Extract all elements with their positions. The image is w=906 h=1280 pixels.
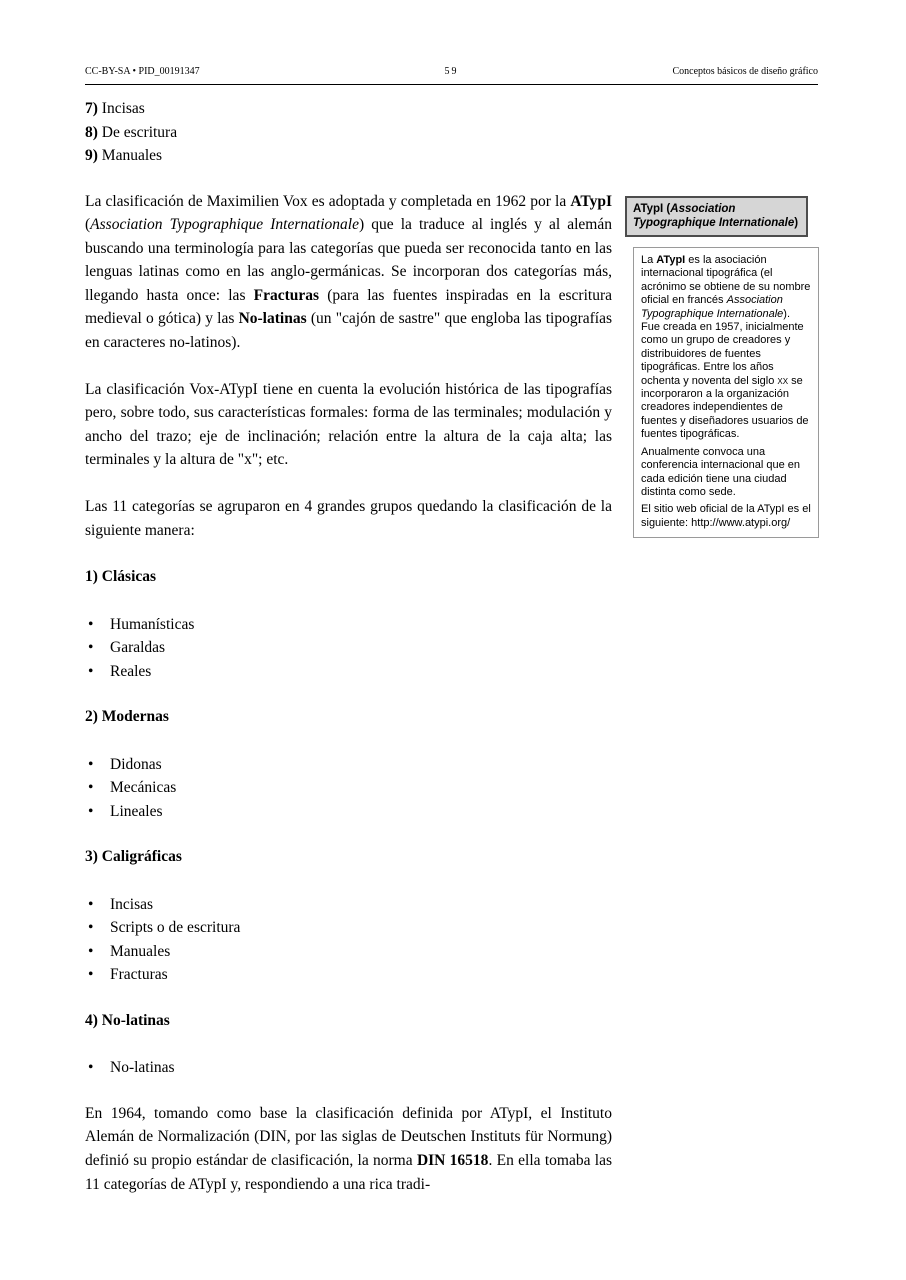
group-heading-clasicas: 1) Clásicas [85, 568, 157, 586]
sidebar [625, 196, 821, 538]
numbered-list [85, 97, 612, 168]
sidebar-note-box [633, 247, 819, 538]
sidebar-title-box: ATypI (Association Typographique Internationale) [625, 196, 808, 237]
paragraph-classification-criteria: La clasificación Vox-ATypI tiene en cuenta la evolución histórica de las tipografías pero, sobre todo, sus características formales: forma de las terminales; modulación y ancho del trazo; eje de inclinación; relación entre la altura de la caja alta; las terminales y la altura de "x"; etc. [85, 380, 612, 469]
bullet-item [85, 776, 612, 800]
page-number: 59 [444, 66, 459, 77]
sidebar-note-paragraph: Anualmente convoca una conferencia internacional que en cada edición tiene una ciudad distinta como sede. [641, 445, 801, 498]
bullet-icon: • [88, 942, 94, 960]
item-label: De escritura [97, 123, 178, 141]
item-number: 7) [85, 100, 98, 117]
header-book-title: Conceptos básicos de diseño gráfico [672, 66, 818, 77]
bullet-item [85, 613, 612, 637]
bullet-icon: • [88, 919, 94, 937]
header-rule [85, 84, 818, 85]
bullet-item [85, 636, 612, 660]
sidebar-note-paragraph: La ATypI es la asociación internacional tipográfica (el acrónimo se obtiene de su nombre oficial en francés Association Typographique Internationale). Fue creada en 1957, inicialmente como un grupo de creadores y distribuidores de fuentes tipográficas. Entre los años ochenta y noventa del siglo xx se incorporaron a la organización creadores independientes de fuentes y diseñadores usuarios de fuentes tipográficas. [641, 254, 811, 441]
group-heading-caligraficas: 3) Caligráficas [85, 848, 182, 866]
bullet-item [85, 916, 612, 940]
bullet-item [85, 963, 612, 987]
bullet-item [85, 940, 612, 964]
bullet-icon: • [88, 615, 94, 633]
main-column [85, 97, 612, 1219]
bullet-item [85, 893, 612, 917]
bullet-icon: • [88, 895, 94, 913]
item-number: 8) [85, 123, 98, 141]
bullet-list-caligraficas [85, 893, 612, 987]
bullet-label: Humanísticas [110, 615, 195, 633]
bullet-label: Mecánicas [110, 779, 177, 797]
bullet-list-no-latinas [85, 1056, 612, 1080]
bullet-label: No-latinas [110, 1059, 175, 1077]
bullet-item [85, 660, 612, 684]
group-heading-no-latinas: 4) No-latinas [85, 1011, 170, 1029]
group-heading-modernas: 2) Modernas [85, 708, 169, 726]
numbered-item [85, 121, 612, 145]
item-label: Manuales [97, 147, 163, 164]
bullet-label: Reales [110, 662, 152, 680]
bullet-icon: • [88, 1059, 94, 1077]
numbered-item [85, 97, 612, 121]
bullet-item [85, 1056, 612, 1080]
bullet-label: Incisas [110, 895, 154, 913]
bullet-icon: • [88, 662, 94, 680]
bullet-icon: • [88, 639, 94, 657]
bullet-icon: • [88, 779, 94, 797]
bullet-label: Lineales [110, 802, 163, 820]
bullet-label: Fracturas [110, 966, 168, 984]
sidebar-note-paragraph: El sitio web oficial de la ATypI es el siguiente: http://www.atypi.org/ [641, 503, 811, 529]
bullet-list-modernas [85, 753, 612, 824]
paragraph-groups-intro: Las 11 categorías se agruparon en 4 grandes grupos quedando la clasificación de la siguiente manera: [85, 498, 612, 539]
item-number: 9) [85, 147, 98, 164]
bullet-icon: • [88, 755, 94, 773]
bullet-list-clasicas [85, 613, 612, 684]
paragraph-din-16518: En 1964, tomando como base la clasificación definida por ATypI, el Instituto Alemán de Normalización (DIN, por las siglas de Deutschen Instituts für Normung) definió su propio estándar de clasificación, la norma DIN 16518. En ella tomaba las 11 categorías de ATypI y, respondiendo a una rica tradi- [85, 1104, 613, 1193]
bullet-label: Garaldas [110, 639, 166, 657]
bullet-icon: • [88, 802, 94, 820]
bullet-item [85, 800, 612, 824]
paragraph-vox-atypi: La clasificación de Maximilien Vox es adoptada y completada en 1962 por la ATypI (Association Typographique Internationale) que la traduce al inglés y al alemán buscando una terminología para las categorías que pueda ser reconocida tanto en las lenguas latinas como en las anglo-germánicas. Se incorporan dos categorías más, llegando hasta once: las Fracturas (para las fuentes inspiradas en la escritura medieval o gótica) y las No-latinas (un "cajón de sastre" que engloba las tipografías en caracteres no-latinos). [85, 192, 612, 352]
header-license: CC-BY-SA • PID_00191347 [85, 66, 200, 77]
bullet-label: Scripts o de escritura [110, 919, 241, 937]
item-label: Incisas [97, 100, 145, 117]
bullet-label: Didonas [110, 755, 162, 773]
numbered-item [85, 144, 612, 168]
bullet-label: Manuales [110, 942, 171, 960]
bullet-icon: • [88, 966, 94, 984]
bullet-item [85, 753, 612, 777]
